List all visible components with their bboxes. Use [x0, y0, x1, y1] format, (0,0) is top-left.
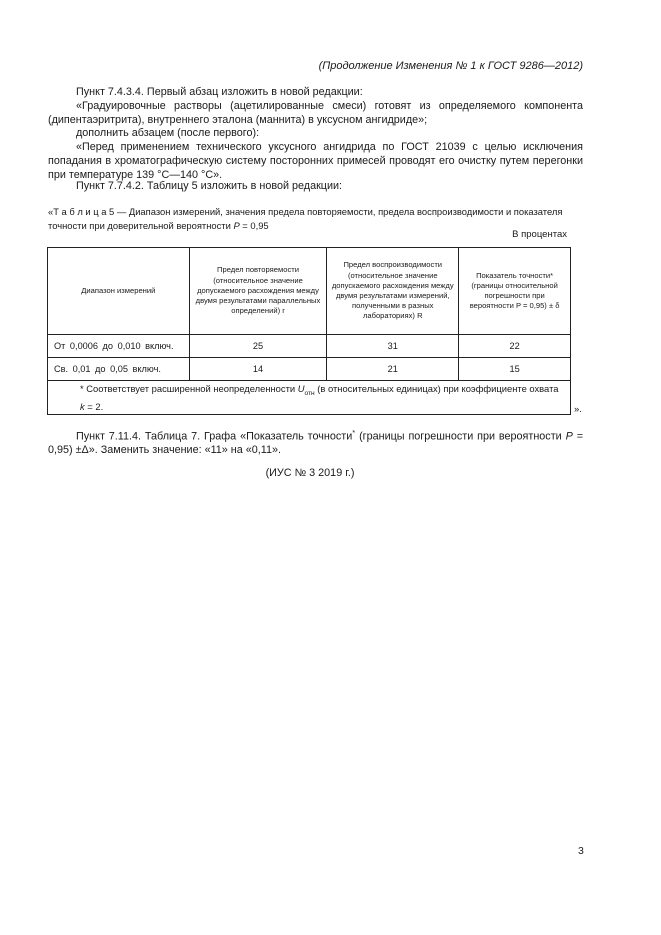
cell-r: 25 [189, 335, 327, 358]
footnote-text-c: = 2. [84, 400, 104, 412]
paragraph-7-11-4 [48, 426, 583, 458]
paragraph-7-4-3-4: Пункт 7.4.3.4. Первый абзац изложить в новой редакции: [76, 86, 363, 98]
cell-r: 14 [189, 358, 327, 381]
table-unit: В процентах [512, 229, 567, 240]
page-number: 3 [578, 845, 584, 857]
table-footnote [48, 381, 571, 415]
table-caption-value: = 0,95 [239, 219, 269, 231]
table-row [48, 358, 571, 381]
table-caption-text: — Диапазон измерений, значения предела повторяемости, предела воспроизводимости и показателя точности при доверительной вероятности [48, 206, 563, 231]
p6-text-c: = 0,95) ±Δ». Заменить значение: «11» на «0,11». [48, 430, 583, 457]
document-header: (Продолжение Изменения № 1 к ГОСТ 9286—2012) [318, 60, 583, 72]
cell-delta: 22 [459, 335, 571, 358]
paragraph-anhydride-purification: «Перед применением технического уксусного ангидрида по ГОСТ 21039 с целью исключения попадания в хроматографическую систему посторонних примесей проводят его очистку путем перегонки при температуре 139 °С—140 °С». [48, 141, 583, 181]
cell-range: Св. 0,01 до 0,05 включ. [48, 358, 190, 381]
p6-text-a: Пункт 7.11.4. Таблица 7. Графа «Показатель точности [76, 430, 353, 443]
table-caption-prefix: «Т а б л и ц а 5 [48, 206, 115, 217]
table-caption-var: P [233, 219, 240, 231]
table-5 [47, 247, 571, 415]
table-row [48, 335, 571, 358]
footnote-var-k: k [80, 400, 85, 412]
ius-reference: (ИУС № 3 2019 г.) [265, 467, 355, 479]
p6-var: P [565, 430, 573, 443]
footnote-sub: отн [304, 389, 315, 397]
cell-R: 21 [327, 358, 459, 381]
header-range: Диапазон измерений [48, 248, 190, 335]
table-footnote-row [48, 381, 571, 415]
cell-range: От 0,0006 до 0,010 включ. [48, 335, 190, 358]
cell-R: 31 [327, 335, 459, 358]
paragraph-calibration-solutions: «Градуировочные растворы (ацетилированные смеси) готовят из определяемого компонента (дипентаэритрита), внутреннего эталона (маннита) в уксусном ангидриде»; [48, 100, 583, 126]
header-reproducibility: Предел воспроизводимости (относительное значение допускаемого расхождения между двумя результатами измерений, полученными в разных лабораториях) R [327, 248, 459, 335]
footnote-text-a: * Соответствует расширенной неопределенности [80, 383, 298, 394]
header-accuracy: Показатель точности* (границы относительной погрешности при вероятности P = 0,95) ± δ [459, 248, 571, 335]
closing-quote: ». [574, 404, 582, 415]
p6-text-b: (границы погрешности при вероятности [355, 430, 566, 443]
footnote-text-b: (в относительных единицах) при коэффициенте охвата [314, 383, 559, 394]
table-header-row [48, 248, 571, 335]
p6-star: * [352, 428, 356, 437]
paragraph-7-7-4-2: Пункт 7.7.4.2. Таблицу 5 изложить в новой редакции: [76, 180, 343, 192]
header-repeatability: Предел повторяемости (относительное значение допускаемого расхождения между двумя результатами параллельных определений) r [189, 248, 327, 335]
table-caption [48, 205, 583, 232]
footnote-var-u: U [297, 383, 305, 394]
cell-delta: 15 [459, 358, 571, 381]
paragraph-add: дополнить абзацем (после первого): [76, 127, 260, 139]
